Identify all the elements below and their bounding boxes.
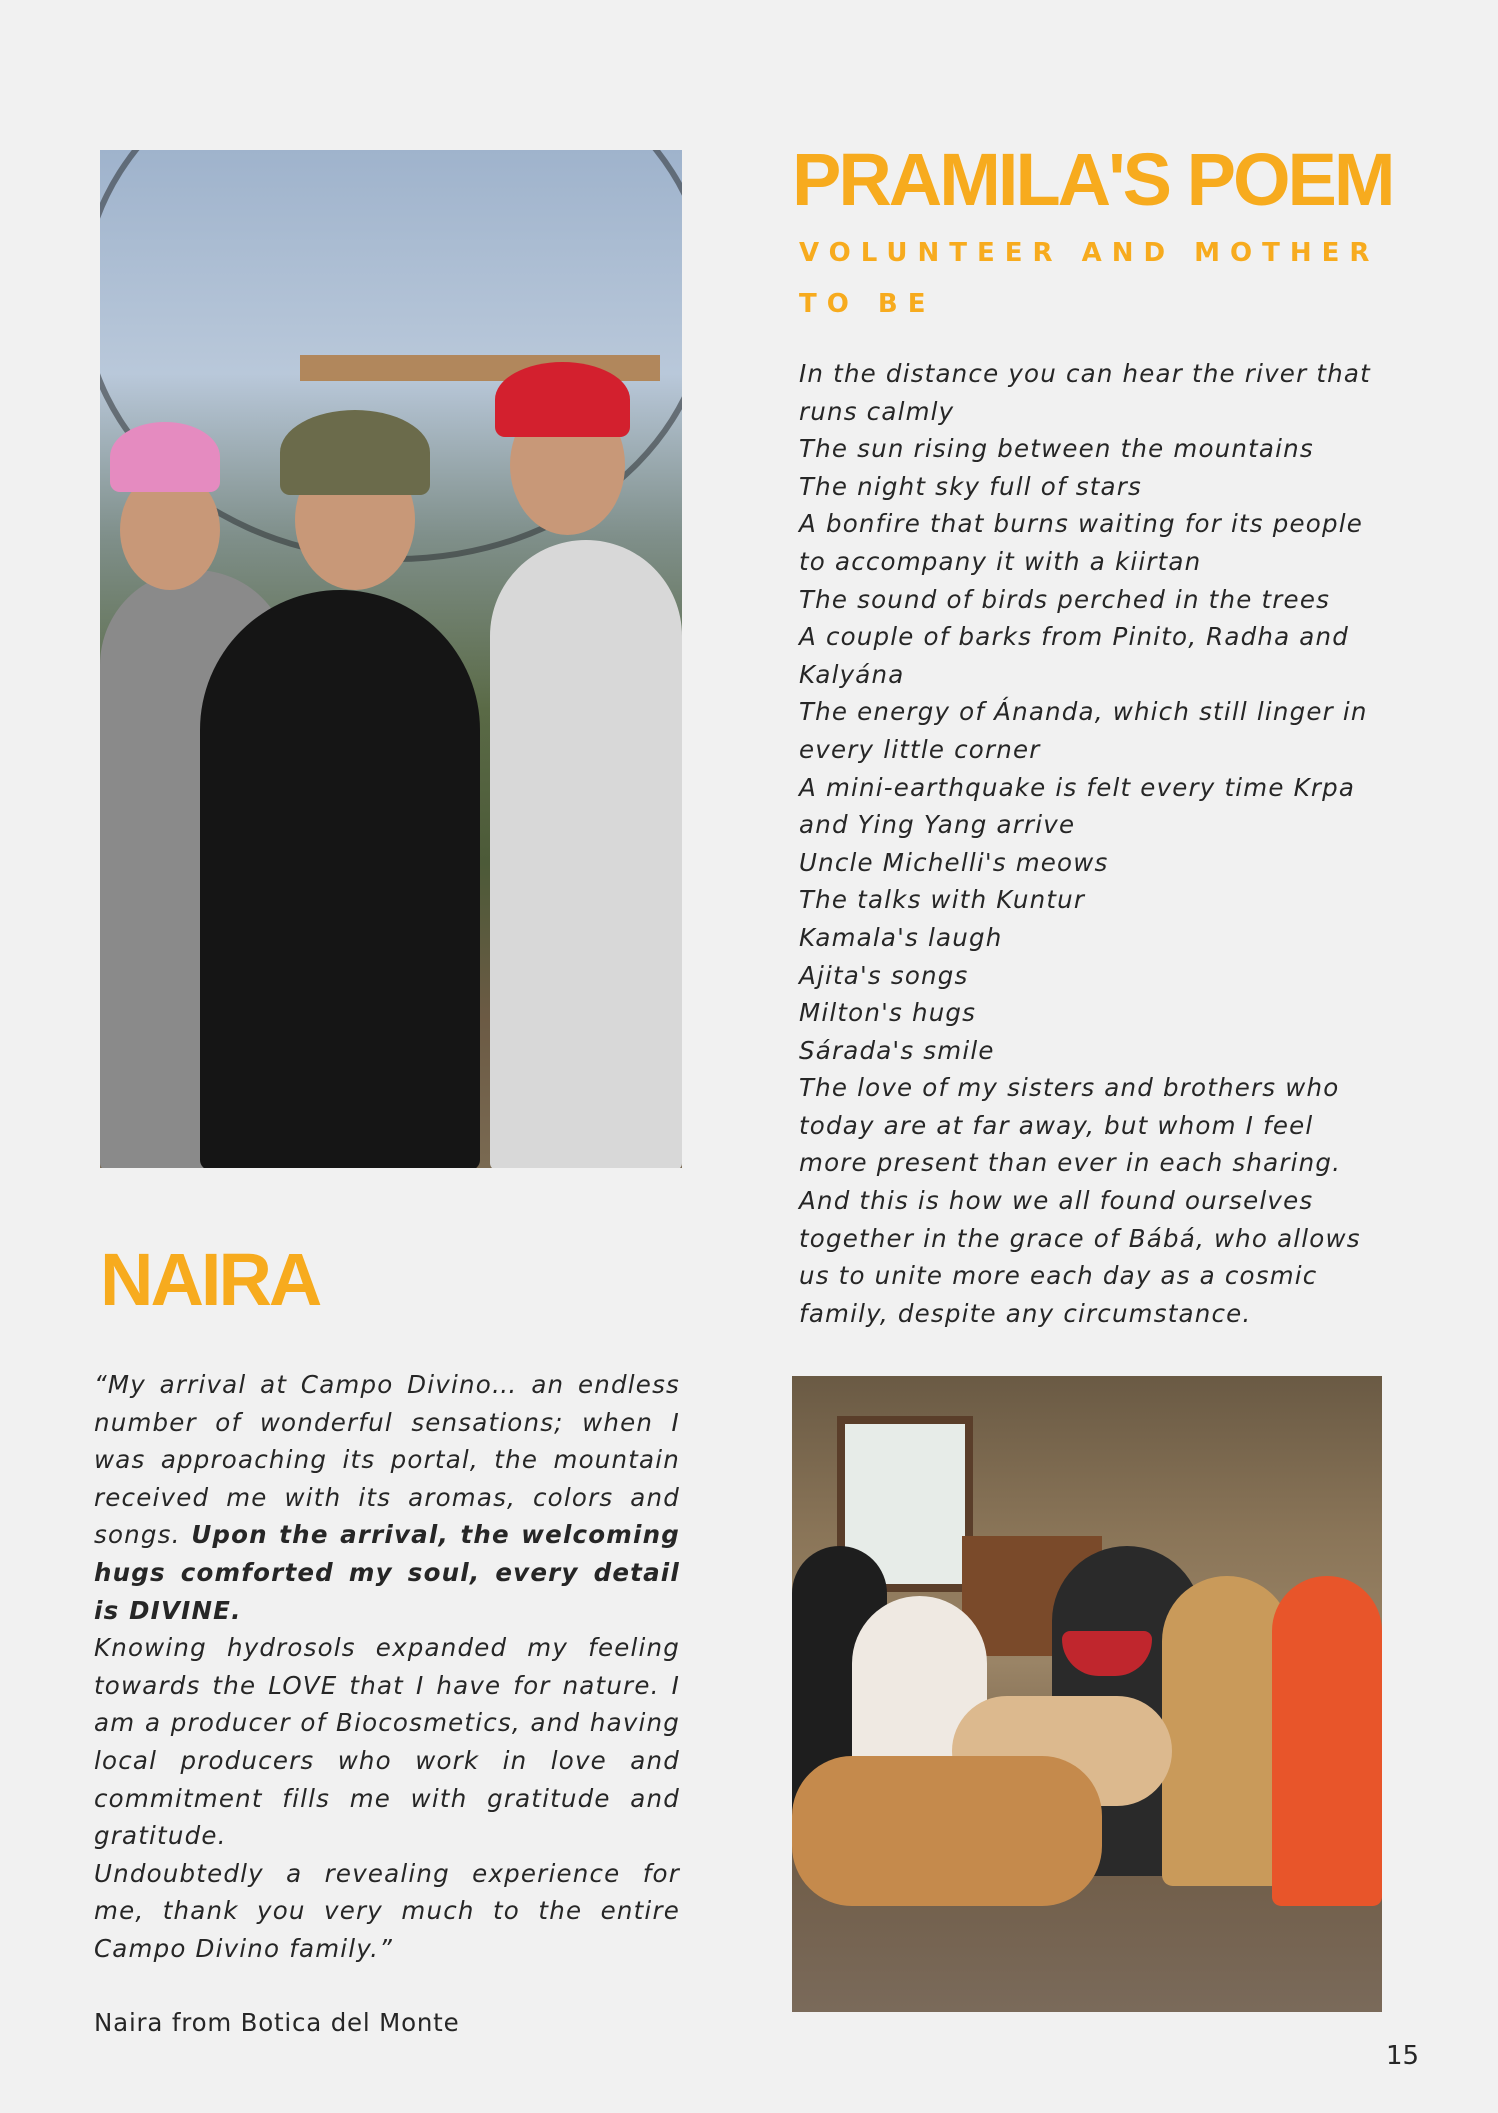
poem-line: The night sky full of stars	[799, 471, 1142, 501]
testimonial-bold-text: Upon the arrival, the welcoming hugs comforted my soul, every detail is DIVINE.	[94, 1520, 681, 1625]
poem-line: A couple of barks from Pinito, Radha and	[799, 622, 1349, 652]
poem-line: and Ying Yang arrive	[799, 810, 1076, 840]
greenhouse-photo	[100, 150, 682, 1168]
red-cap	[495, 362, 630, 437]
poem-line: The love of my sisters and brothers who	[799, 1073, 1340, 1103]
poem-line: runs calmly	[799, 396, 955, 426]
poem-line: Milton's hugs	[799, 998, 977, 1028]
poem-body	[799, 355, 1379, 1332]
poem-line: us to unite more each day as a cosmic	[799, 1261, 1318, 1291]
brown-dog	[792, 1756, 1102, 1906]
testimonial-paragraph-1	[94, 1366, 680, 1629]
poem-line: A bonfire that burns waiting for its people	[799, 509, 1363, 539]
poem-line: family, despite any circumstance.	[799, 1298, 1252, 1328]
poem-title: PRAMILA'S POEM	[792, 138, 1393, 221]
poem-line: Sárada's smile	[799, 1035, 995, 1065]
poem-line: In the distance you can hear the river that	[799, 359, 1371, 388]
group-photo	[792, 1376, 1382, 2012]
camo-bucket-hat	[280, 410, 430, 495]
poem-subtitle: VOLUNTEER AND MOTHER TO BE	[799, 238, 1380, 319]
poem-line: The sound of birds perched in the trees	[799, 584, 1331, 614]
testimonial-signature: Naira from Botica del Monte	[94, 2008, 460, 2037]
poem-line: The talks with Kuntur	[799, 885, 1086, 915]
poem-line: The energy of Ánanda, which still linger in	[799, 697, 1368, 727]
naira-testimonial	[94, 1366, 680, 1968]
person-right	[490, 540, 682, 1168]
poem-line: And this is how we all found ourselves	[799, 1186, 1314, 1216]
poem-line: The sun rising between the mountains	[799, 434, 1314, 464]
person-center	[200, 590, 480, 1168]
poem-line: A mini-earthquake is felt every time Krpa	[799, 772, 1356, 802]
testimonial-paragraph-2: Knowing hydrosols expanded my feeling towards the LOVE that I have for nature. I am a producer of Biocosmetics, and having local producers who work in love and commitment fills me with gratitude and gratitude.	[94, 1633, 680, 1851]
page-number: 15	[1386, 2041, 1420, 2071]
poem-line: Kalyána	[799, 659, 905, 689]
testimonial-paragraph-3: Undoubtedly a revealing experience for me, thank you very much to the entire Campo Divino family.”	[94, 1858, 680, 1963]
pink-cap	[110, 422, 220, 492]
testimonial-intro: “My arrival at Campo Divino… an endless number of wonderful sensations; when I was approaching its portal, the mountain received me with its aromas, colors and songs.	[94, 1370, 680, 1550]
poem-line: to accompany it with a kiirtan	[799, 546, 1202, 576]
poem-line: every little corner	[799, 734, 1041, 764]
person-5	[1272, 1576, 1382, 1906]
poem-line: today are at far away, but whom I feel	[799, 1110, 1314, 1140]
poem-line: more present than ever in each sharing.	[799, 1148, 1342, 1178]
naira-title: NAIRA	[100, 1238, 320, 1321]
poem-line: together in the grace of Bábá, who allows	[799, 1223, 1361, 1253]
poem-line: Kamala's laugh	[799, 922, 1003, 952]
poem-line: Ajita's songs	[799, 960, 969, 990]
poem-line: Uncle Michelli's meows	[799, 847, 1109, 877]
